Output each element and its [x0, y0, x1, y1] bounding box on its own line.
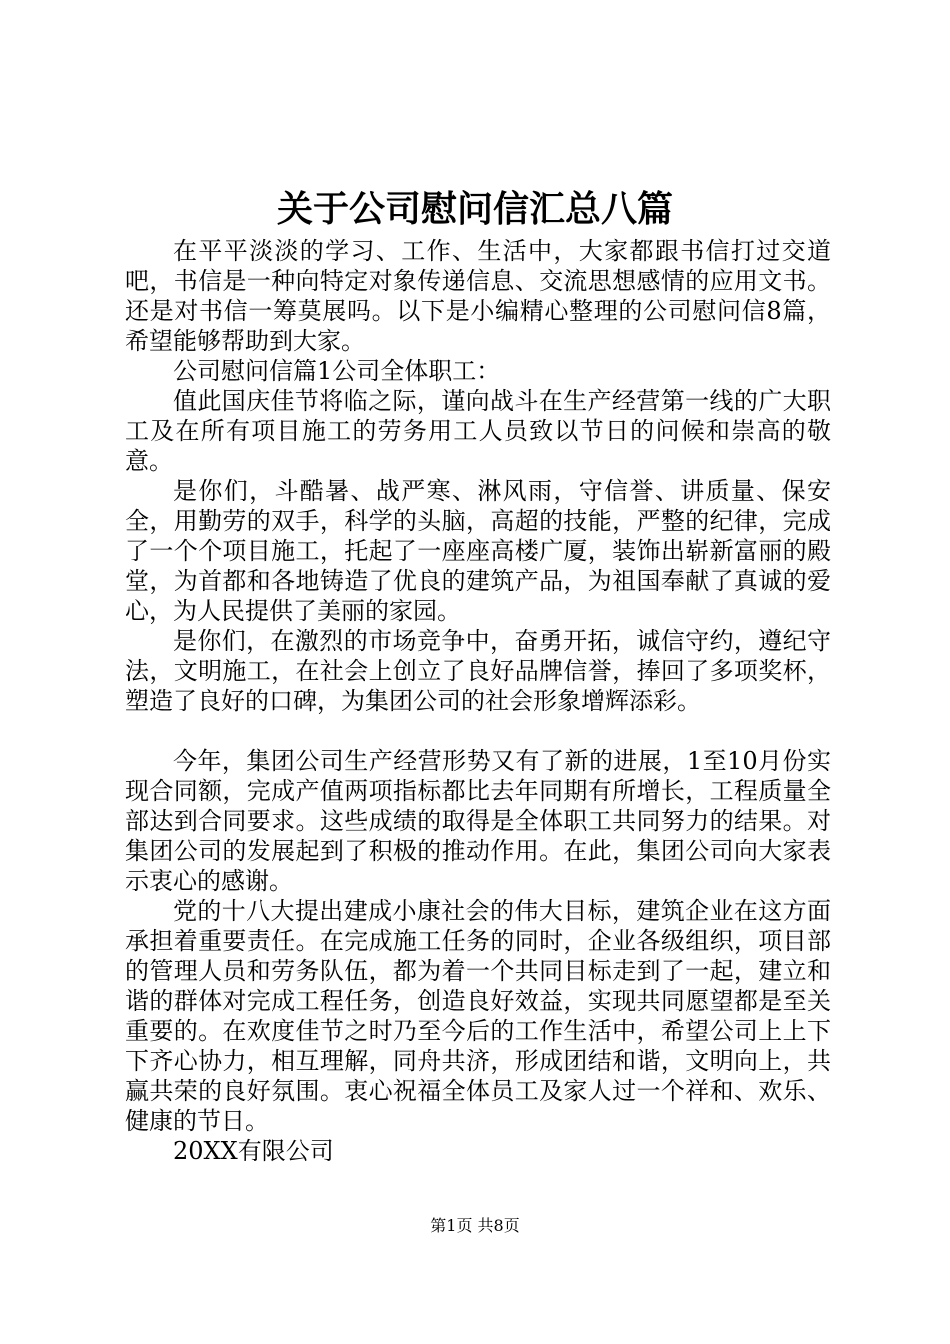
paragraph-spacer: [125, 716, 831, 746]
signature-line: 20XX有限公司: [173, 1137, 334, 1165]
praise-paragraph-1: 是你们，斗酷暑、战严寒、淋风雨，守信誉、讲质量、保安全，用勤劳的双手，科学的头脑，高超的技能，严整的纪律，完成了一个个项目施工，托起了一座座高楼广厦，装饰出崭新富丽的殿堂，为首都和各地铸造了优良的建筑产品，为祖国奉献了真诚的爱心，为人民提供了美丽的家园。: [125, 477, 831, 625]
document-title: 关于公司慰问信汇总八篇: [276, 188, 673, 230]
intro-paragraph: 在平平淡淡的学习、工作、生活中，大家都跟书信打过交道吧，书信是一种向特定对象传递信息、交流思想感情的应用文书。还是对书信一筹莫展吗。以下是小编精心整理的公司慰问信8篇，希望能够帮助到大家。: [125, 237, 831, 355]
salutation-paragraph: 公司慰问信篇1公司全体职工：: [173, 357, 501, 385]
praise-paragraph-2: 是你们，在激烈的市场竞争中，奋勇开拓，诚信守约，遵纪守法，文明施工，在社会上创立了良好品牌信誉，捧回了多项奖杯，塑造了良好的口碑，为集团公司的社会形象增辉添彩。: [125, 627, 831, 715]
page-footer: 第1页 共8页: [430, 1216, 520, 1235]
achievement-paragraph: 今年，集团公司生产经营形势又有了新的进展，1至10月份实现合同额，完成产值两项指标都比去年同期有所增长，工程质量全部达到合同要求。这些成绩的取得是全体职工共同努力的结果。对集团公司的发展起到了积极的推动作用。在此，集团公司向大家表示衷心的感谢。: [125, 747, 831, 895]
greeting-paragraph: 值此国庆佳节将临之际，谨向战斗在生产经营第一线的广大职工及在所有项目施工的劳务用工人员致以节日的问候和崇高的敬意。: [125, 387, 831, 475]
wishes-paragraph: 党的十八大提出建成小康社会的伟大目标，建筑企业在这方面承担着重要责任。在完成施工任务的同时，企业各级组织，项目部的管理人员和劳务队伍，都为着一个共同目标走到了一起，建立和谐的群体对完成工程任务，创造良好效益，实现共同愿望都是至关重要的。在欢度佳节之时乃至今后的工作生活中，希望公司上上下下齐心协力，相互理解，同舟共济，形成团结和谐，文明向上，共赢共荣的良好氛围。衷心祝福全体员工及家人过一个祥和、欢乐、健康的节日。: [125, 897, 831, 1135]
document-body: [125, 236, 831, 1166]
